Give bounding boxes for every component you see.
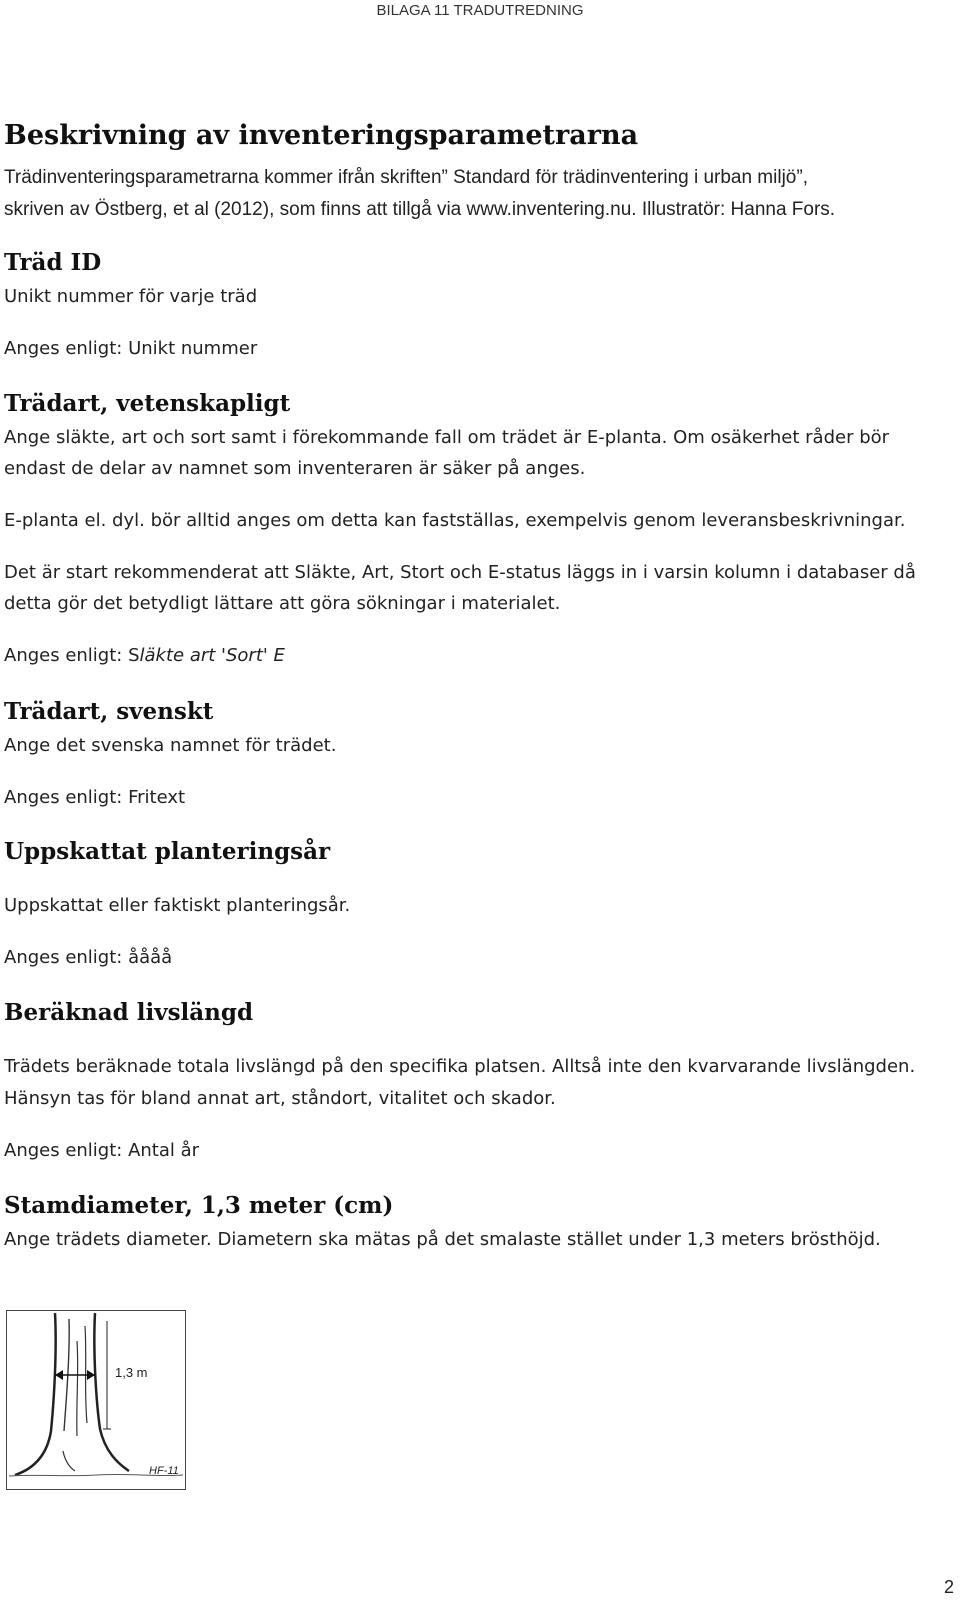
tradart-vet-p1-line1: Ange släkte, art och sort samt i förekommande fall om trädet är E-planta. Om osäkerhet råder bör	[4, 427, 890, 448]
tradart-vet-p1-line2: endast de delar av namnet som inventeraren är säker på anges.	[4, 458, 586, 479]
stamdiameter-description: Ange trädets diameter. Diametern ska mätas på det smalaste stället under 1,3 meters brösthöjd.	[4, 1229, 881, 1250]
heading-trad-id: Träd ID	[4, 249, 102, 276]
illustrator-signature: HF-11	[149, 1465, 179, 1477]
tradart-sv-format: Anges enligt: Fritext	[4, 787, 186, 808]
trad-id-format: Anges enligt: Unikt nummer	[4, 338, 258, 359]
tradart-vet-format-prefix: Anges enligt: S	[4, 645, 140, 666]
plantering-description: Uppskattat eller faktiskt planteringsår.	[4, 895, 351, 916]
tree-trunk-illustration	[6, 1310, 186, 1490]
heading-tradart-vetenskapligt: Trädart, vetenskapligt	[4, 390, 291, 417]
tradart-vet-format	[4, 645, 285, 666]
livslangd-format: Anges enligt: Antal år	[4, 1140, 200, 1161]
livslangd-line2: Hänsyn tas för bland annat art, ståndort, vitalitet och skador.	[4, 1088, 556, 1109]
tradart-vet-p3-line1: Det är start rekommenderat att Släkte, Art, Stort och E-status läggs in i varsin kolumn i databaser då	[4, 562, 916, 583]
page-title: Beskrivning av inventeringsparametrarna	[4, 120, 639, 151]
tradart-vet-format-italic: läkte art 'Sort' E	[139, 645, 285, 666]
page-header: BILAGA 11 TRADUTREDNING	[376, 2, 584, 19]
intro-line-1: Trädinventeringsparametrarna kommer ifrån skriften” Standard för trädinventering i urban miljö”,	[4, 167, 808, 188]
page-number: 2	[943, 1577, 954, 1597]
heading-planteringsar: Uppskattat planteringsår	[4, 838, 331, 865]
livslangd-line1: Trädets beräknade totala livslängd på den specifika platsen. Alltså inte den kvarvarande livslängden.	[4, 1056, 916, 1077]
height-label: 1,3 m	[115, 1365, 148, 1380]
tradart-vet-p3-line2: detta gör det betydligt lättare att göra sökningar i materialet.	[4, 593, 561, 614]
tradart-sv-description: Ange det svenska namnet för trädet.	[4, 735, 337, 756]
heading-tradart-svenskt: Trädart, svenskt	[4, 698, 214, 725]
intro-line-2: skriven av Östberg, et al (2012), som finns att tillgå via www.inventering.nu. Illustratör: Hanna Fors.	[4, 199, 836, 220]
tree-trunk-drawing	[7, 1311, 185, 1489]
heading-stamdiameter: Stamdiameter, 1,3 meter (cm)	[4, 1192, 394, 1219]
trad-id-description: Unikt nummer för varje träd	[4, 286, 258, 307]
heading-livslangd: Beräknad livslängd	[4, 999, 254, 1026]
plantering-format: Anges enligt: åååå	[4, 947, 173, 968]
tradart-vet-p2: E-planta el. dyl. bör alltid anges om detta kan fastställas, exempelvis genom leveransbeskrivningar.	[4, 510, 906, 531]
